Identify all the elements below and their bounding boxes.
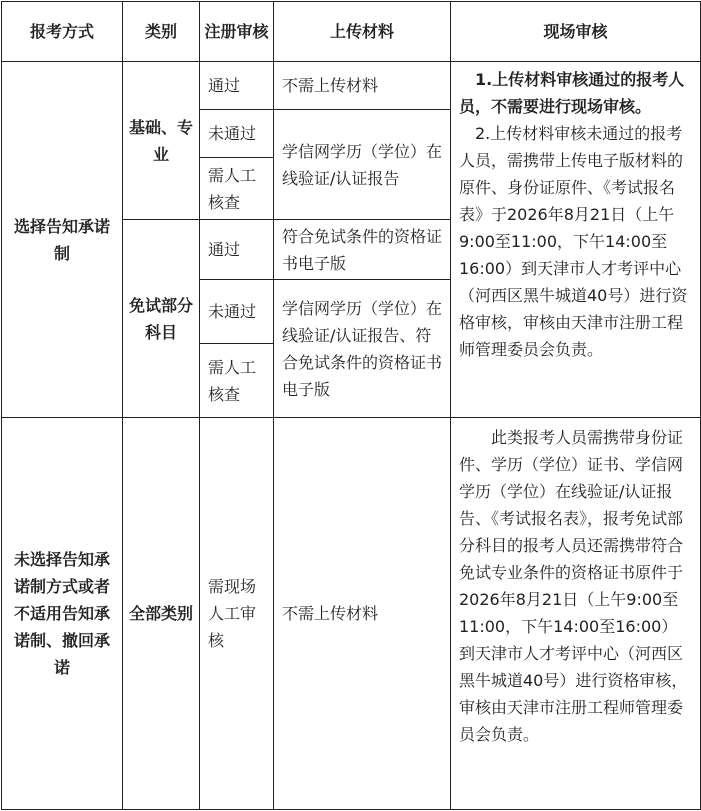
materials-cell: 学信网学历（学位）在线验证/认证报告、符合免试条件的资格证书电子版 xyxy=(274,280,451,418)
status-cell: 需人工核查 xyxy=(200,158,274,220)
header-onsite-review: 现场审核 xyxy=(451,2,701,62)
status-cell: 未通过 xyxy=(200,110,274,158)
category-cell-basic: 基础、专业 xyxy=(123,62,200,220)
table-row xyxy=(2,62,701,110)
materials-cell: 不需上传材料 xyxy=(274,418,451,810)
exam-review-table xyxy=(1,1,701,810)
status-cell: 需现场人工审核 xyxy=(200,418,274,810)
header-upload-materials: 上传材料 xyxy=(274,2,451,62)
materials-cell: 符合免试条件的资格证书电子版 xyxy=(274,220,451,280)
header-method: 报考方式 xyxy=(2,2,123,62)
table-row xyxy=(2,418,701,810)
header-category: 类别 xyxy=(123,2,200,62)
header-register-review: 注册审核 xyxy=(200,2,274,62)
materials-cell: 不需上传材料 xyxy=(274,62,451,110)
status-cell: 通过 xyxy=(200,220,274,280)
method-cell-no-notice: 未选择告知承诺制方式或者不适用告知承诺制、撤回承诺 xyxy=(2,418,123,810)
category-cell-exempt: 免试部分科目 xyxy=(123,220,200,418)
header-row xyxy=(2,2,701,62)
method-cell-notice: 选择告知承诺制 xyxy=(2,62,123,418)
onsite-cell-no-notice xyxy=(451,418,701,810)
category-cell-all: 全部类别 xyxy=(123,418,200,810)
status-cell: 通过 xyxy=(200,62,274,110)
materials-cell: 学信网学历（学位）在线验证/认证报告 xyxy=(274,110,451,220)
status-cell: 未通过 xyxy=(200,280,274,344)
onsite-paragraph-1: 1.上传材料审核通过的报考人员，不需要进行现场审核。 xyxy=(459,70,685,116)
onsite-cell-notice xyxy=(451,62,701,418)
onsite-paragraph: 此类报考人员需携带身份证件、学历（学位）证书、学信网学历（学位）在线验证/认证报告、《考试报名表》，报考免试部分科目的报考人员还需携带符合免试专业条件的资格证书原件于2026年8月21日（上午9:00至11:00，下午14:00至16:00）到天津市人才考评中心（河西区黑牛城道40号）进行资格审核，审核由天津市注册工程师管理委员会负责。 xyxy=(459,428,688,744)
status-cell: 需人工核查 xyxy=(200,344,274,418)
onsite-paragraph-2: 2.上传材料审核未通过的报考人员，需携带上传电子版材料的原件、身份证原件、《考试报名表》于2026年8月21日（上午9:00至11:00，下午14:00至16:00）到天津市人才考评中心（河西区黑牛城道40号）进行资格审核，审核由天津市注册工程师管理委员会负责。 xyxy=(459,124,688,359)
